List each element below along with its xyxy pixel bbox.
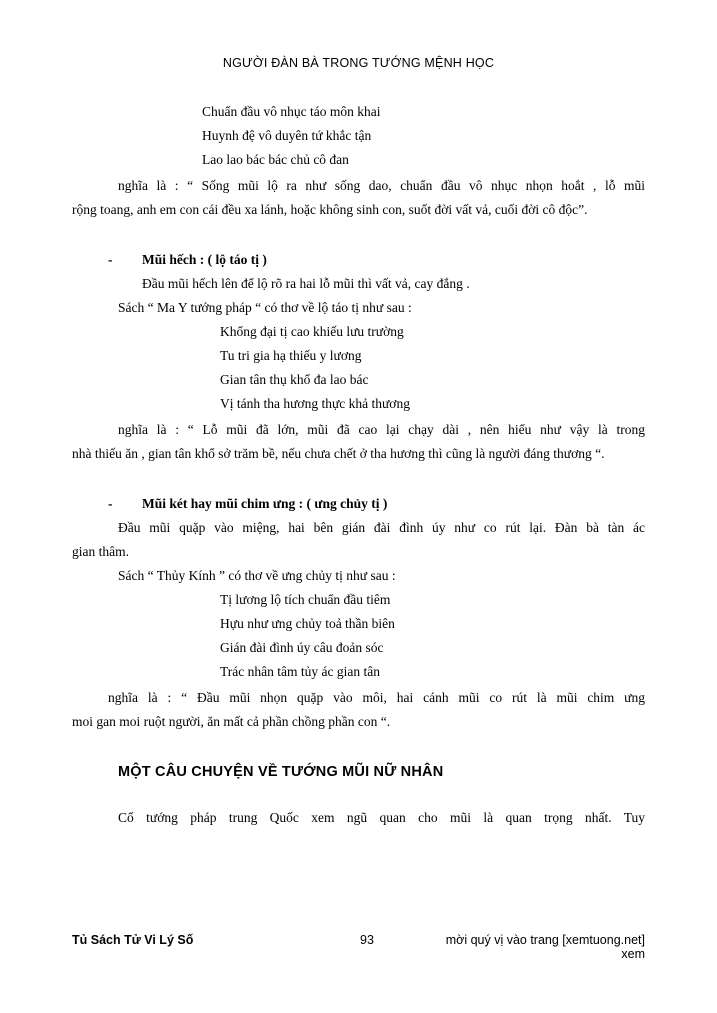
page-header: NGƯỜI ĐÀN BÀ TRONG TƯỚNG MỆNH HỌC xyxy=(222,56,495,70)
spacer xyxy=(72,734,645,764)
bullet-2-description-first-line: Đầu mũi quặp vào miệng, hai bên gián đài đình úy như co rút lại. Đàn bà tàn ác xyxy=(118,520,645,535)
verse-line: Gian tân thụ khổ đa lao bác xyxy=(220,372,369,387)
paragraph-2-body: nhà thiếu ăn , gian tân khổ sở trăm bề, nếu chưa chết ở tha hương thì cũng là người đáng thương “. xyxy=(72,446,605,461)
verse-line: Vị tánh tha hương thực khả thương xyxy=(220,396,410,411)
verse-line: Trác nhân tâm tủy ác gian tân xyxy=(220,664,380,679)
paragraph-1-first-line: nghĩa là : “ Sống mũi lộ ra như sống dao, chuẩn đầu vô nhục nhọn hoắt , lỗ mũi xyxy=(118,178,645,193)
verse-block-2 xyxy=(220,320,645,416)
book-reference-1: Sách “ Ma Y tướng pháp “ có thơ về lộ táo tị như sau : xyxy=(118,300,412,315)
footer-publisher: Tủ Sách Tử Vi Lý Số xyxy=(72,933,194,947)
section-title: MỘT CÂU CHUYỆN VỀ TƯỚNG MŨI NỮ NHÂN xyxy=(118,764,444,780)
bullet-label: Mũi hếch : ( lộ táo tị ) xyxy=(142,252,267,267)
verse-line: Gián đài đình úy câu đoản sóc xyxy=(220,640,384,655)
bullet-dash: - xyxy=(108,496,113,511)
verse-line: Lao lao bác bác chủ cô đan xyxy=(202,152,349,167)
bullet-item-1 xyxy=(108,248,645,272)
verse-line: Tị lương lộ tích chuẩn đầu tiêm xyxy=(220,592,391,607)
verse-block-1 xyxy=(202,100,645,172)
spacer xyxy=(72,222,645,248)
page-number: 93 xyxy=(360,933,374,947)
paragraph-4: Cổ tướng pháp trung Quốc xem ngũ quan cho mũi là quan trọng nhất. Tuy xyxy=(118,810,645,825)
paragraph-1 xyxy=(72,174,645,222)
spacer xyxy=(72,780,645,806)
paragraph-3 xyxy=(72,686,645,734)
book-reference-2: Sách “ Thủy Kính ” có thơ về ưng chủy tị như sau : xyxy=(118,568,396,583)
bullet-item-2 xyxy=(108,492,645,516)
paragraph-2-first-line: nghĩa là : “ Lỗ mũi đã lớn, mũi đã cao lại chạy dài , nên hiểu như vậy là trong xyxy=(118,422,645,437)
bullet-label: Mũi két hay mũi chim ưng : ( ưng chủy tị ) xyxy=(142,496,388,511)
paragraph-2 xyxy=(72,418,645,466)
footer-website-note: mời quý vị vào trang [xemtuong.net] xem xyxy=(445,933,645,961)
verse-line: Tu tri gia hạ thiếu y lương xyxy=(220,348,362,363)
verse-line: Khổng đại tị cao khiếu lưu trường xyxy=(220,324,404,339)
paragraph-1-body: rộng toang, anh em con cái đều xa lánh, hoặc không sinh con, suốt đời vất vả, cuối đời cô độc”. xyxy=(72,202,588,217)
verse-block-3 xyxy=(220,588,645,684)
spacer xyxy=(72,466,645,492)
bullet-dash: - xyxy=(108,252,113,267)
bullet-2-description-body: gian thâm. xyxy=(72,544,129,559)
page-footer xyxy=(72,933,645,961)
verse-line: Hựu như ưng chủy toả thần biên xyxy=(220,616,395,631)
bullet-1-description: Đầu mũi hếch lên để lộ rõ ra hai lỗ mũi thì vất vả, cay đắng . xyxy=(142,276,470,291)
verse-line: Chuẩn đầu vô nhục táo môn khai xyxy=(202,104,381,119)
paragraph-3-body: moi gan moi ruột người, ăn mất cả phần chồng phần con “. xyxy=(72,714,391,729)
verse-line: Huynh đệ vô duyên tứ khắc tận xyxy=(202,128,372,143)
paragraph-3-first-line: nghĩa là : “ Đầu mũi nhọn quặp vào môi, hai cánh mũi co rút là mũi chim ưng xyxy=(108,690,645,705)
